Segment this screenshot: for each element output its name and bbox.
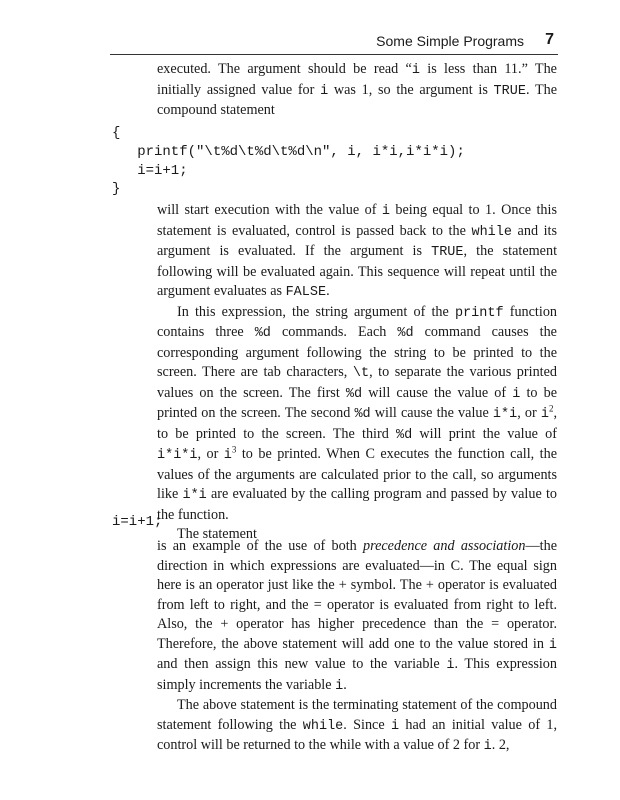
running-header [110,30,558,55]
paragraph-4: The statement [177,526,257,542]
paragraph-6: The above statement is the terminating statement of the compound statement following the while. Since i had an initial value of 1, control will be returned to the while with a value of 2 for i. 2, [157,697,557,754]
paragraph-5: is an example of the use of both precedence and association—the direction in which expressions are evaluated—in C. The equal sign here is an operator just like the + symbol. The + operator is evaluated from left to right, and the = operator is evaluated from right to left. Also, the + operator has higher precedence than the = operator. Therefore, the above statement will add one to the value stored in i and then assign this new value to the variable i. This expression simply increments the variable i. [157,538,557,694]
body-text-top [157,60,557,121]
body-text-middle [157,201,557,545]
code-block-compound: { printf("\t%d\t%d\t%d\n", i, i*i,i*i*i); i=i+1; } [112,125,465,198]
paragraph-1: executed. The argument should be read “i is less than 11.” The initially assigned value for i was 1, so the argument is TRUE. The compound statement [157,61,558,118]
code-block-increment: i=i+1; [112,514,163,530]
chapter-title: Some Simple Programs [376,33,524,49]
paragraph-2: will start execution with the value of i being equal to 1. Once this statement is evaluated, control is passed back to the while and its argument is evaluated. If the argument is TRUE, the statement following will be evaluated again. This sequence will repeat until the argument evaluates as FALSE. [157,202,558,300]
body-text-bottom [157,537,557,757]
page-number: 7 [545,31,554,48]
paragraph-3: In this expression, the string argument of the printf function contains three %d commands. Each %d command causes the corresponding argument following the string to be printed to the screen. There are tab characters, \t, to separate the various printed values on the screen. The first %d will cause the value of i to be printed on the screen. The second %d will cause the value i*i, or $i^2$, to be printed to the screen. The third %d will print the value of i*i*i, or $i^3$ to be printed. When C executes the function call, the values of the arguments are calculated prior to the call, so arguments like i*i are evaluated by the calling program and passed by value to the function. [157,303,558,523]
